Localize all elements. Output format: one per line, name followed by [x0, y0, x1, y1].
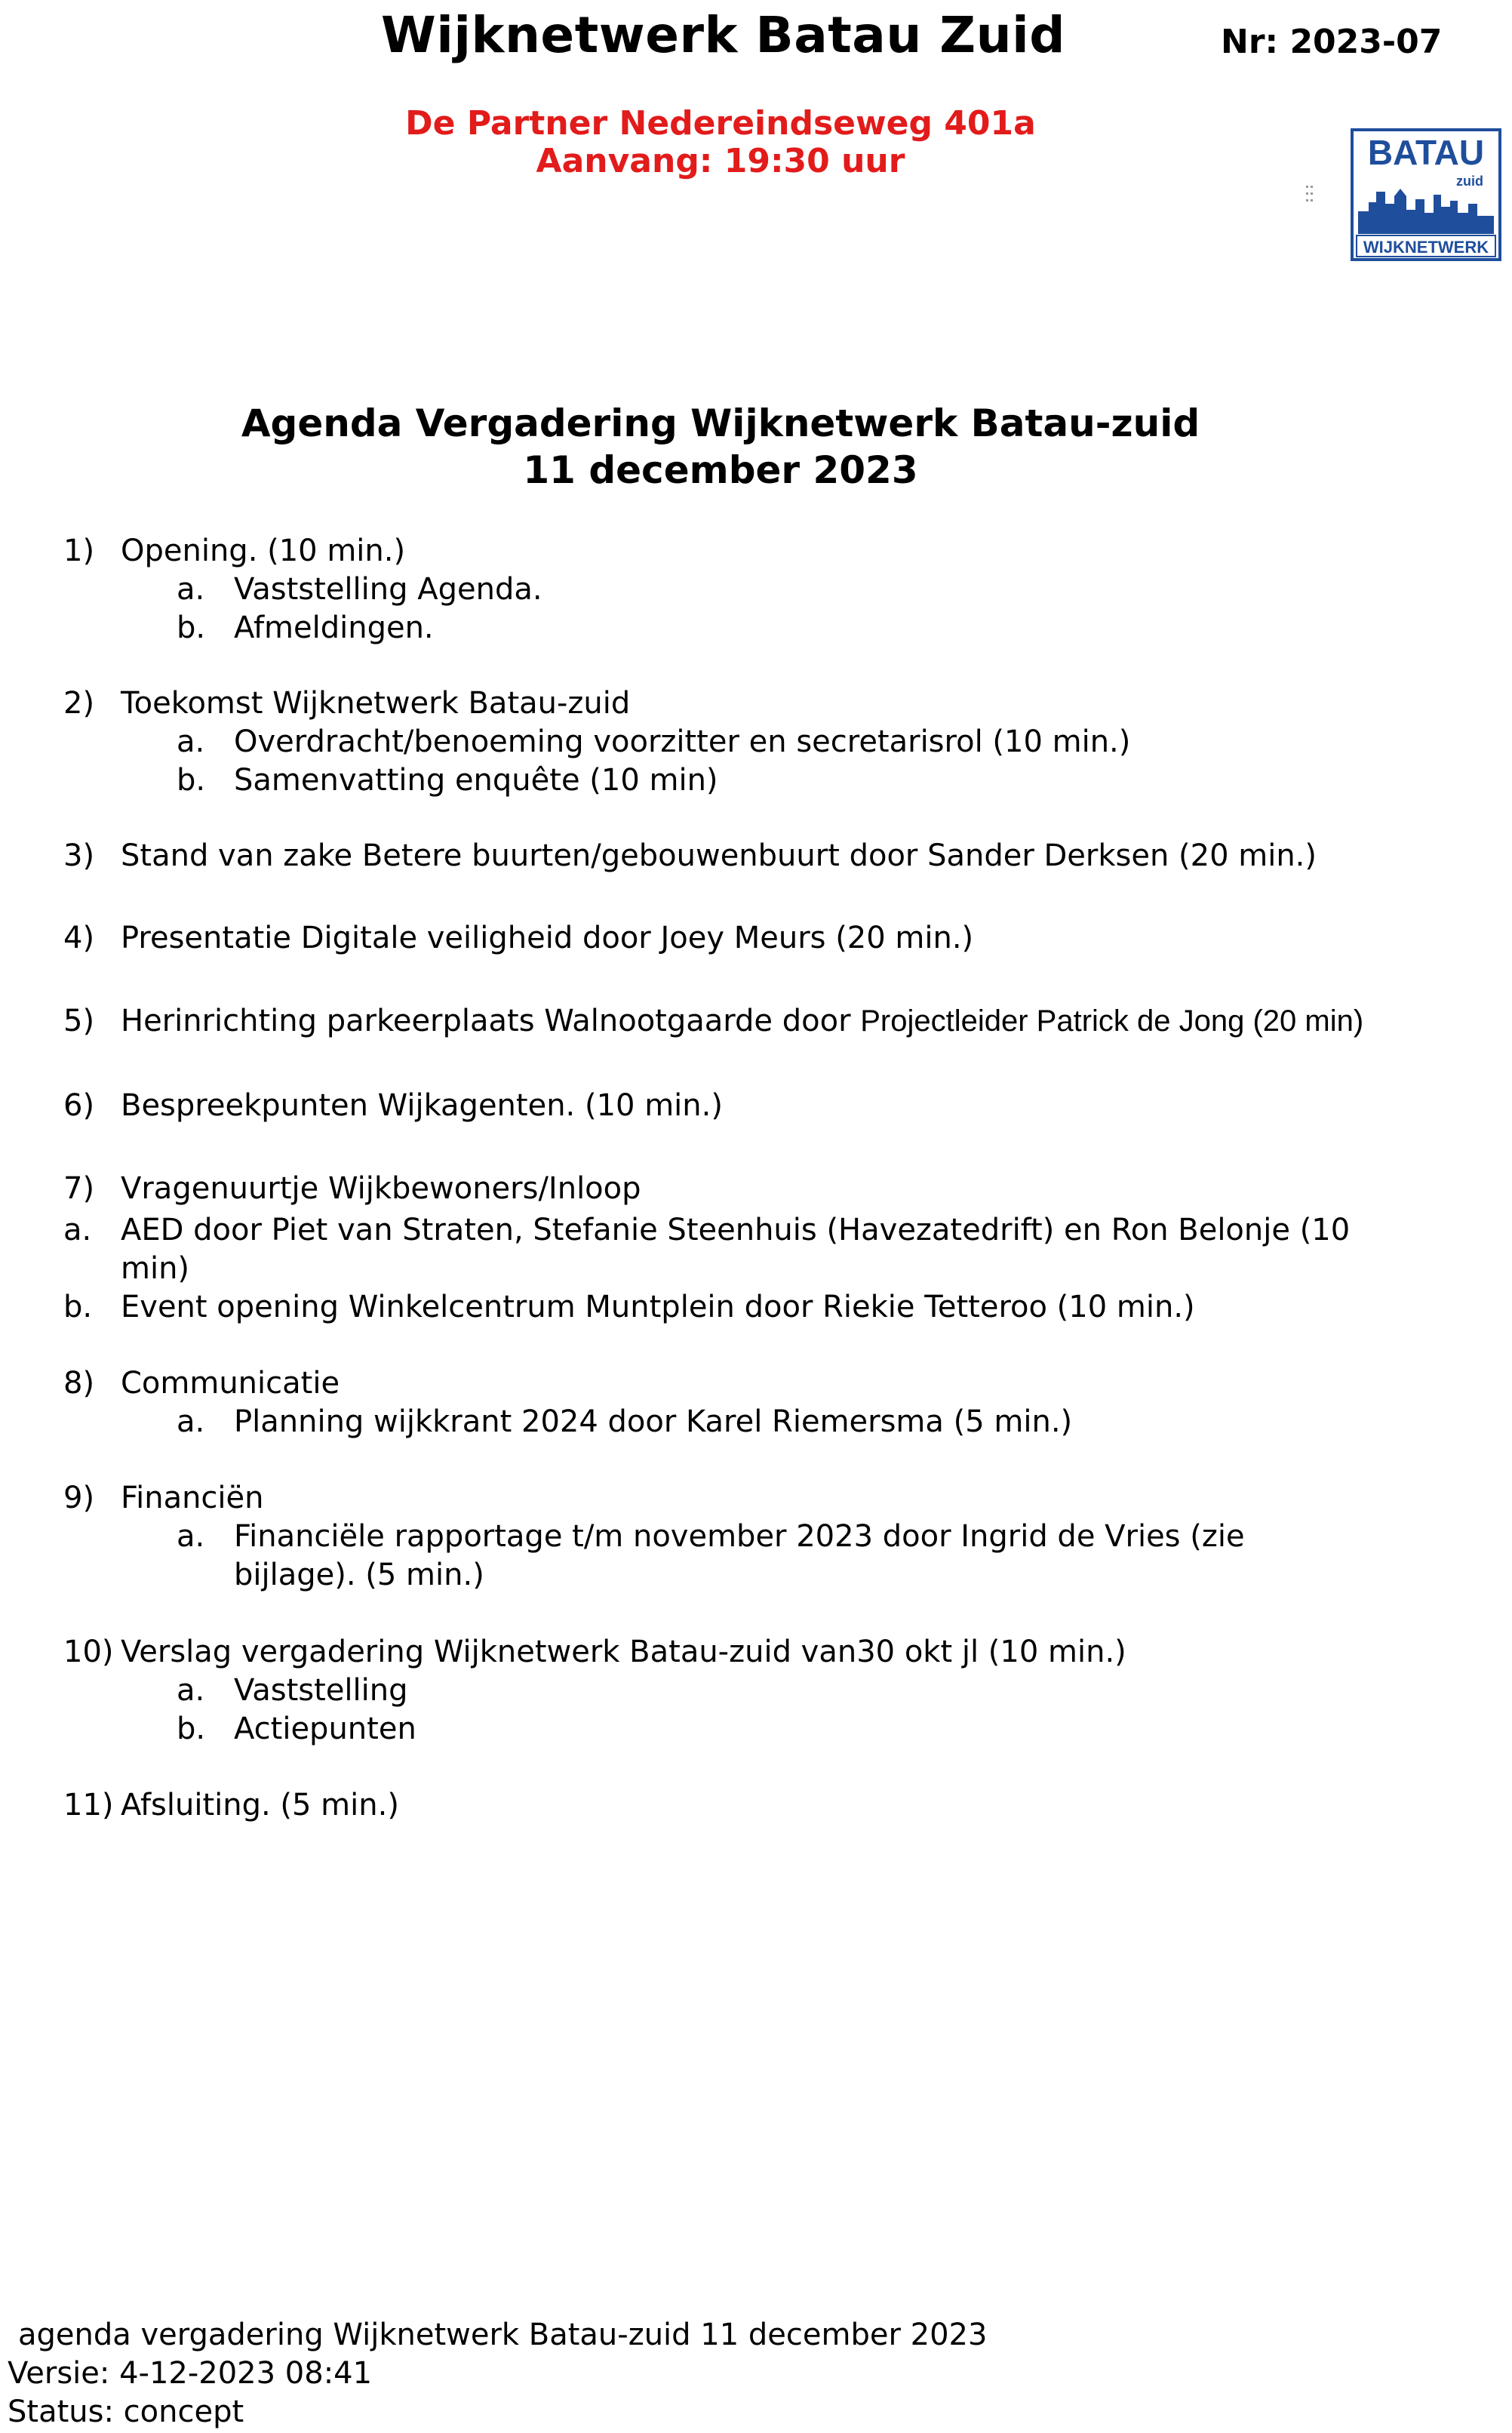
- agenda-item-number: 8): [63, 1366, 95, 1401]
- batau-zuid-logo: [1351, 128, 1501, 261]
- logo-text-sub: zuid: [1456, 174, 1483, 189]
- venue-address: De Partner Nedereindseweg 401a: [405, 104, 1036, 143]
- document-number: Nr: 2023-07: [1221, 23, 1443, 61]
- agenda-item-text: Toekomst Wijknetwerk Batau-zuid: [121, 686, 631, 721]
- agenda-item-number: 5): [63, 1004, 95, 1038]
- subitem-letter: b.: [177, 763, 206, 798]
- image-placeholder-icon: [1305, 184, 1314, 204]
- footer-version: Versie: 4-12-2023 08:41: [8, 2356, 373, 2391]
- subitem-text: Event opening Winkelcentrum Muntplein door Riekie Tetteroo (10 min.): [121, 1290, 1195, 1324]
- agenda-date: 11 december 2023: [523, 448, 918, 492]
- subitem-text: AED door Piet van Straten, Stefanie Steenhuis (Havezatedrift) en Ron Belonje (10: [121, 1213, 1351, 1247]
- subitem-text: Actiepunten: [234, 1712, 416, 1746]
- logo-text-main: BATAU: [1367, 133, 1485, 172]
- agenda-item-number: 6): [63, 1088, 95, 1123]
- agenda-item-text: [121, 1004, 1363, 1038]
- agenda-item-text: Vragenuurtje Wijkbewoners/Inloop: [121, 1171, 641, 1206]
- agenda-item-text: Presentatie Digitale veiligheid door Joey Meurs (20 min.): [121, 921, 974, 955]
- footer-status: Status: concept: [8, 2395, 244, 2429]
- start-time: Aanvang: 19:30 uur: [536, 142, 905, 180]
- subitem-letter: a.: [63, 1213, 92, 1247]
- agenda-item-text: Opening. (10 min.): [121, 534, 406, 568]
- subitem-text-continued: min): [121, 1251, 190, 1286]
- agenda-title: Agenda Vergadering Wijknetwerk Batau-zuid: [241, 401, 1200, 445]
- agenda-item-text: Stand van zake Betere buurten/gebouwenbuurt door Sander Derksen (20 min.): [121, 838, 1317, 873]
- subitem-letter: b.: [63, 1290, 93, 1324]
- agenda-item-number: 11): [63, 1788, 114, 1822]
- subitem-text: Planning wijkkrant 2024 door Karel Riemersma (5 min.): [234, 1404, 1073, 1439]
- footer-document-name: agenda vergadering Wijknetwerk Batau-zuid 11 december 2023: [18, 2318, 988, 2352]
- subitem-text: Samenvatting enquête (10 min): [234, 763, 718, 798]
- agenda-item-text: Afsluiting. (5 min.): [121, 1788, 399, 1822]
- agenda-item-text-main: Herinrichting parkeerplaats Walnootgaarde door: [121, 1004, 861, 1038]
- agenda-item-number: 2): [63, 686, 95, 721]
- agenda-item-number: 3): [63, 838, 95, 873]
- subitem-letter: b.: [177, 611, 206, 645]
- agenda-item-text-extra: Projectleider Patrick de Jong (20 min): [860, 1004, 1364, 1038]
- agenda-item-text: Bespreekpunten Wijkagenten. (10 min.): [121, 1088, 723, 1123]
- agenda-item-number: 7): [63, 1171, 95, 1206]
- subitem-letter: a.: [177, 724, 205, 759]
- document-title: Wijknetwerk Batau Zuid: [381, 6, 1065, 64]
- subitem-letter: a.: [177, 572, 205, 607]
- agenda-item-number: 10): [63, 1635, 114, 1669]
- subitem-letter: b.: [177, 1712, 206, 1746]
- agenda-item-text: Verslag vergadering Wijknetwerk Batau-zuid van30 okt jl (10 min.): [121, 1635, 1126, 1669]
- logo-text-bottom: WIJKNETWERK: [1363, 238, 1489, 257]
- agenda-item-text: Financiën: [121, 1481, 264, 1515]
- subitem-text: Overdracht/benoeming voorzitter en secretarisrol (10 min.): [234, 724, 1131, 759]
- agenda-item-number: 4): [63, 921, 95, 955]
- subitem-text: Vaststelling Agenda.: [234, 572, 542, 607]
- agenda-item-number: 9): [63, 1481, 95, 1515]
- agenda-item-text: Communicatie: [121, 1366, 340, 1401]
- subitem-text-continued: bijlage). (5 min.): [234, 1558, 484, 1592]
- agenda-item-number: 1): [63, 534, 95, 568]
- subitem-text: Afmeldingen.: [234, 611, 434, 645]
- subitem-letter: a.: [177, 1673, 205, 1708]
- subitem-text: Financiële rapportage t/m november 2023 door Ingrid de Vries (zie: [234, 1519, 1245, 1554]
- subitem-letter: a.: [177, 1404, 205, 1439]
- subitem-text: Vaststelling: [234, 1673, 408, 1708]
- subitem-letter: a.: [177, 1519, 205, 1554]
